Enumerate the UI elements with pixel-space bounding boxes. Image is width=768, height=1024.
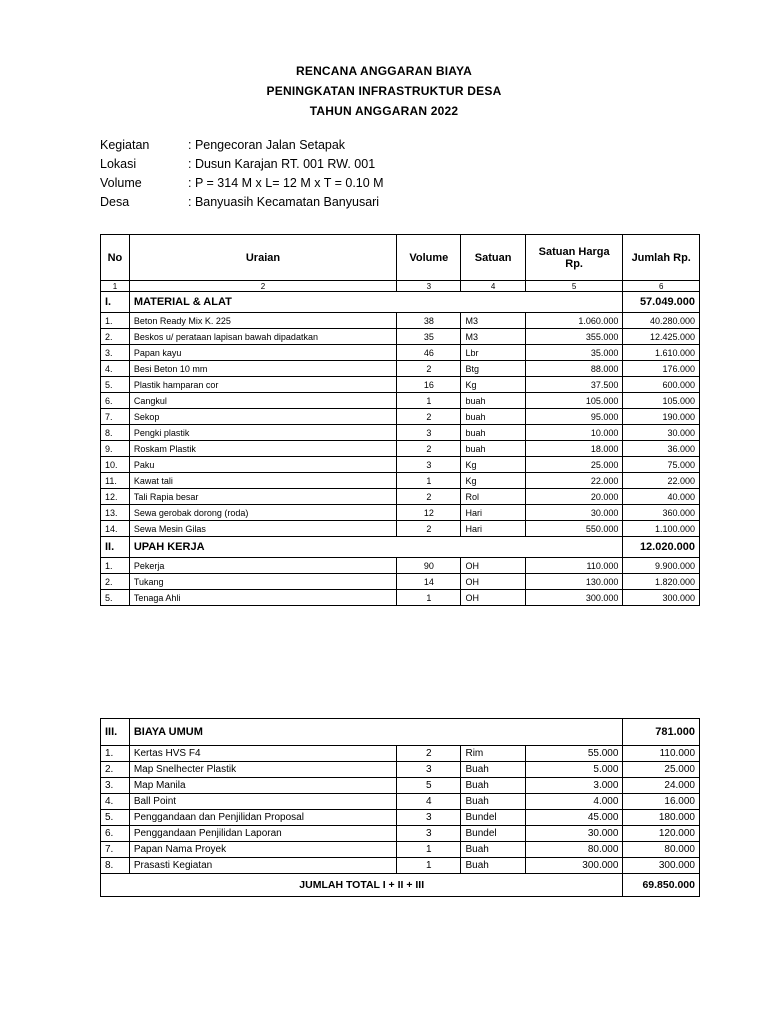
item-amount: 105.000	[623, 393, 700, 409]
item-unit-price: 45.000	[525, 810, 623, 826]
grand-total-row	[101, 874, 700, 897]
item-unit: buah	[461, 425, 525, 441]
item-unit: Rim	[461, 746, 525, 762]
item-no: 12.	[101, 489, 130, 505]
item-amount: 300.000	[623, 590, 700, 606]
item-description: Beskos u/ perataan lapisan bawah dipadatkan	[129, 329, 396, 345]
item-unit-price: 10.000	[525, 425, 623, 441]
item-description: Penggandaan dan Penjilidan Proposal	[129, 810, 396, 826]
info-value: : P = 314 M x L= 12 M x T = 0.10 M	[188, 176, 384, 190]
item-volume: 1	[397, 590, 461, 606]
table-row	[101, 842, 700, 858]
item-amount: 180.000	[623, 810, 700, 826]
item-volume: 1	[397, 858, 461, 874]
item-volume: 1	[397, 473, 461, 489]
item-no: 13.	[101, 505, 130, 521]
item-unit: Bundel	[461, 826, 525, 842]
budget-table-main	[100, 234, 700, 606]
item-unit: Hari	[461, 505, 525, 521]
item-amount: 36.000	[623, 441, 700, 457]
item-unit-price: 30.000	[525, 826, 623, 842]
item-volume: 4	[397, 794, 461, 810]
table-row	[101, 489, 700, 505]
item-volume: 1	[397, 393, 461, 409]
item-description: Cangkul	[129, 393, 396, 409]
item-no: 14.	[101, 521, 130, 537]
item-unit-price: 105.000	[525, 393, 623, 409]
item-description: Tenaga Ahli	[129, 590, 396, 606]
item-no: 5.	[101, 377, 130, 393]
header-satuan: Satuan	[461, 235, 525, 281]
info-label: Volume	[100, 176, 142, 190]
item-unit: buah	[461, 409, 525, 425]
item-volume: 3	[397, 762, 461, 778]
item-amount: 22.000	[623, 473, 700, 489]
table-row	[101, 377, 700, 393]
table-row	[101, 558, 700, 574]
item-unit-price: 88.000	[525, 361, 623, 377]
item-no: 7.	[101, 842, 130, 858]
item-description: Sewa Mesin Gilas	[129, 521, 396, 537]
item-description: Paku	[129, 457, 396, 473]
item-no: 4.	[101, 361, 130, 377]
item-amount: 120.000	[623, 826, 700, 842]
header-no: No	[101, 235, 130, 281]
item-unit-price: 355.000	[525, 329, 623, 345]
item-amount: 12.425.000	[623, 329, 700, 345]
info-label: Desa	[100, 195, 130, 209]
item-description: Penggandaan Penjilidan Laporan	[129, 826, 396, 842]
item-unit-price: 35.000	[525, 345, 623, 361]
item-no: 3.	[101, 778, 130, 794]
column-number: 1	[101, 281, 130, 292]
item-amount: 360.000	[623, 505, 700, 521]
item-unit-price: 4.000	[525, 794, 623, 810]
grand-total-value: 69.850.000	[623, 874, 700, 897]
item-description: Papan Nama Proyek	[129, 842, 396, 858]
item-amount: 75.000	[623, 457, 700, 473]
item-amount: 40.000	[623, 489, 700, 505]
item-unit-price: 20.000	[525, 489, 623, 505]
item-description: Roskam Plastik	[129, 441, 396, 457]
item-unit-price: 300.000	[525, 858, 623, 874]
item-unit: Buah	[461, 794, 525, 810]
item-volume: 2	[397, 409, 461, 425]
info-label: Lokasi	[100, 157, 137, 171]
item-description: Plastik hamparan cor	[129, 377, 396, 393]
item-description: Map Manila	[129, 778, 396, 794]
header-uraian: Uraian	[129, 235, 396, 281]
item-volume: 90	[397, 558, 461, 574]
item-amount: 25.000	[623, 762, 700, 778]
item-unit-price: 25.000	[525, 457, 623, 473]
item-no: 6.	[101, 826, 130, 842]
item-volume: 2	[397, 746, 461, 762]
item-unit-price: 5.000	[525, 762, 623, 778]
table-row	[101, 746, 700, 762]
info-label: Kegiatan	[100, 138, 150, 152]
item-unit: Bundel	[461, 810, 525, 826]
item-unit-price: 110.000	[525, 558, 623, 574]
item-no: 1.	[101, 746, 130, 762]
item-volume: 5	[397, 778, 461, 794]
item-unit: Hari	[461, 521, 525, 537]
item-description: Beton Ready Mix K. 225	[129, 313, 396, 329]
item-amount: 1.610.000	[623, 345, 700, 361]
item-no: 8.	[101, 858, 130, 874]
item-amount: 16.000	[623, 794, 700, 810]
column-number: 4	[461, 281, 525, 292]
section-total: 781.000	[623, 719, 700, 746]
item-volume: 35	[397, 329, 461, 345]
item-unit: OH	[461, 574, 525, 590]
item-amount: 30.000	[623, 425, 700, 441]
item-amount: 1.820.000	[623, 574, 700, 590]
item-amount: 176.000	[623, 361, 700, 377]
table-row	[101, 794, 700, 810]
item-unit: Kg	[461, 473, 525, 489]
table-row	[101, 425, 700, 441]
item-no: 11.	[101, 473, 130, 489]
item-unit: Buah	[461, 762, 525, 778]
table-row	[101, 329, 700, 345]
item-unit-price: 18.000	[525, 441, 623, 457]
budget-table-general	[100, 718, 700, 897]
item-unit: Rol	[461, 489, 525, 505]
item-no: 2.	[101, 574, 130, 590]
table-row	[101, 521, 700, 537]
section-title: MATERIAL & ALAT	[129, 292, 623, 313]
item-no: 1.	[101, 313, 130, 329]
item-volume: 1	[397, 842, 461, 858]
item-no: 9.	[101, 441, 130, 457]
item-description: Besi Beton 10 mm	[129, 361, 396, 377]
item-unit: buah	[461, 393, 525, 409]
section-title: UPAH KERJA	[129, 537, 623, 558]
item-unit-price: 55.000	[525, 746, 623, 762]
item-unit: OH	[461, 590, 525, 606]
column-number: 5	[525, 281, 623, 292]
table-row	[101, 361, 700, 377]
item-volume: 12	[397, 505, 461, 521]
column-number-row	[101, 281, 700, 292]
item-unit-price: 130.000	[525, 574, 623, 590]
item-unit: buah	[461, 441, 525, 457]
item-amount: 600.000	[623, 377, 700, 393]
info-value: : Pengecoran Jalan Setapak	[188, 138, 346, 152]
column-number: 3	[397, 281, 461, 292]
item-description: Prasasti Kegiatan	[129, 858, 396, 874]
item-description: Ball Point	[129, 794, 396, 810]
header-jumlah: Jumlah Rp.	[623, 235, 700, 281]
item-description: Tali Rapia besar	[129, 489, 396, 505]
section-total: 57.049.000	[623, 292, 700, 313]
info-value: : Banyuasih Kecamatan Banyusari	[188, 195, 380, 209]
item-description: Pengki plastik	[129, 425, 396, 441]
item-amount: 190.000	[623, 409, 700, 425]
item-no: 3.	[101, 345, 130, 361]
item-unit: OH	[461, 558, 525, 574]
table-row	[101, 457, 700, 473]
item-amount: 300.000	[623, 858, 700, 874]
item-amount: 24.000	[623, 778, 700, 794]
item-unit-price: 3.000	[525, 778, 623, 794]
section-number: II.	[101, 537, 130, 558]
section-number: I.	[101, 292, 130, 313]
item-volume: 3	[397, 826, 461, 842]
table-row	[101, 574, 700, 590]
info-value: : Dusun Karajan RT. 001 RW. 001	[188, 157, 376, 171]
table-row	[101, 810, 700, 826]
item-unit-price: 550.000	[525, 521, 623, 537]
item-description: Sekop	[129, 409, 396, 425]
section-title: BIAYA UMUM	[129, 719, 623, 746]
header-harga: Satuan Harga Rp.	[525, 235, 623, 281]
section-total: 12.020.000	[623, 537, 700, 558]
doc-title-line1: RENCANA ANGGARAN BIAYA	[296, 64, 472, 78]
item-volume: 2	[397, 489, 461, 505]
item-description: Kertas HVS F4	[129, 746, 396, 762]
item-amount: 9.900.000	[623, 558, 700, 574]
item-no: 5.	[101, 590, 130, 606]
table-row	[101, 762, 700, 778]
table-row	[101, 826, 700, 842]
item-unit: Buah	[461, 842, 525, 858]
item-unit: M3	[461, 313, 525, 329]
item-no: 2.	[101, 329, 130, 345]
item-description: Papan kayu	[129, 345, 396, 361]
item-volume: 38	[397, 313, 461, 329]
item-volume: 2	[397, 521, 461, 537]
item-volume: 2	[397, 441, 461, 457]
item-unit: Buah	[461, 778, 525, 794]
section-header-row	[101, 719, 700, 746]
item-no: 10.	[101, 457, 130, 473]
item-description: Kawat tali	[129, 473, 396, 489]
table-row	[101, 858, 700, 874]
item-no: 5.	[101, 810, 130, 826]
table-row	[101, 409, 700, 425]
table-row	[101, 393, 700, 409]
doc-title-line2: PENINGKATAN INFRASTRUKTUR DESA	[266, 84, 502, 98]
item-volume: 3	[397, 810, 461, 826]
item-no: 7.	[101, 409, 130, 425]
item-unit-price: 1.060.000	[525, 313, 623, 329]
item-unit: Kg	[461, 377, 525, 393]
table-row	[101, 345, 700, 361]
item-volume: 16	[397, 377, 461, 393]
item-unit-price: 37.500	[525, 377, 623, 393]
item-amount: 80.000	[623, 842, 700, 858]
item-unit: Kg	[461, 457, 525, 473]
item-amount: 40.280.000	[623, 313, 700, 329]
item-unit-price: 80.000	[525, 842, 623, 858]
column-number: 6	[623, 281, 700, 292]
doc-title-line3: TAHUN ANGGARAN 2022	[309, 104, 459, 118]
item-volume: 3	[397, 457, 461, 473]
item-volume: 14	[397, 574, 461, 590]
grand-total-label: JUMLAH TOTAL I + II + III	[101, 874, 623, 897]
item-no: 2.	[101, 762, 130, 778]
item-no: 6.	[101, 393, 130, 409]
section-header-row	[101, 537, 700, 558]
item-unit-price: 95.000	[525, 409, 623, 425]
section-header-row	[101, 292, 700, 313]
item-no: 4.	[101, 794, 130, 810]
item-volume: 3	[397, 425, 461, 441]
table-row	[101, 313, 700, 329]
item-unit: Buah	[461, 858, 525, 874]
item-description: Pekerja	[129, 558, 396, 574]
column-number: 2	[129, 281, 396, 292]
item-unit-price: 22.000	[525, 473, 623, 489]
item-volume: 2	[397, 361, 461, 377]
table-row	[101, 778, 700, 794]
table-row	[101, 505, 700, 521]
table-row	[101, 590, 700, 606]
table-header-row	[101, 235, 700, 281]
header-volume: Volume	[397, 235, 461, 281]
table-row	[101, 473, 700, 489]
table-row	[101, 441, 700, 457]
item-description: Sewa gerobak dorong (roda)	[129, 505, 396, 521]
item-unit: M3	[461, 329, 525, 345]
item-unit-price: 300.000	[525, 590, 623, 606]
item-amount: 1.100.000	[623, 521, 700, 537]
item-unit-price: 30.000	[525, 505, 623, 521]
item-no: 8.	[101, 425, 130, 441]
item-unit: Btg	[461, 361, 525, 377]
item-amount: 110.000	[623, 746, 700, 762]
section-number: III.	[101, 719, 130, 746]
item-unit: Lbr	[461, 345, 525, 361]
item-volume: 46	[397, 345, 461, 361]
item-no: 1.	[101, 558, 130, 574]
item-description: Tukang	[129, 574, 396, 590]
item-description: Map Snelhecter Plastik	[129, 762, 396, 778]
